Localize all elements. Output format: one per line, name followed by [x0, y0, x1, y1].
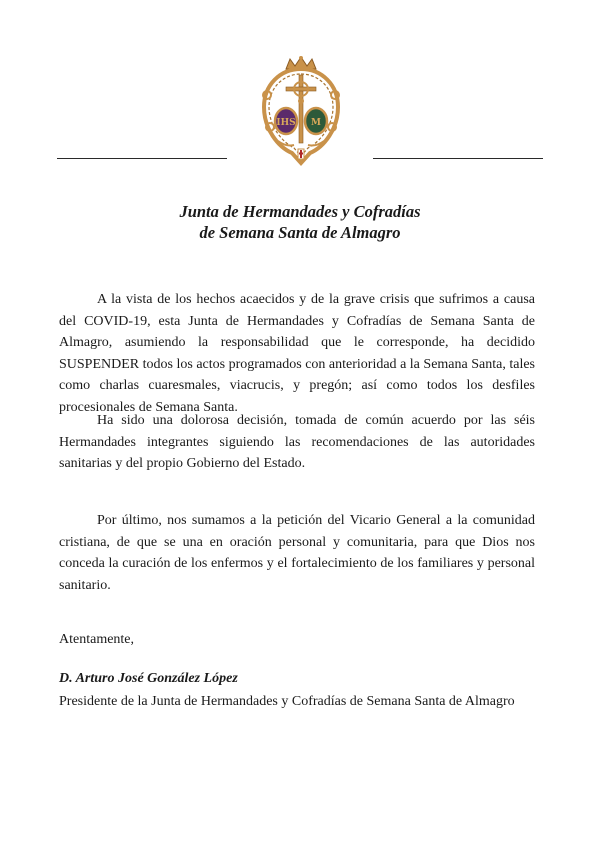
header-rule-left	[57, 158, 227, 159]
body-paragraph-1: A la vista de los hechos acaecidos y de la grave crisis que sufrimos a causa del COVID-19, esta Junta de Hermandades y Cofradías de Semana Santa de Almagro, asumiendo la responsabilidad que le corresponde, ha decidido SUSPENDER todos los actos programados con anterioridad a la Semana Santa, tales como charlas cuaresmales, viacrucis, y pregón; así como todos los desfiles procesionales de Semana Santa.	[59, 292, 535, 415]
document-title-line-1: Junta de Hermandades y Cofradías	[179, 202, 421, 221]
svg-text:M: M	[311, 118, 321, 128]
document-title-line-2: de Semana Santa de Almagro	[199, 223, 401, 242]
body-paragraph-2: Ha sido una dolorosa decisión, tomada de común acuerdo por las séis Hermandades integrantes siguiendo las recomendaciones de las autoridades sanitarias y del propio Gobierno del Estado.	[59, 413, 535, 472]
svg-text:IHS: IHS	[276, 118, 296, 128]
header-rule-right	[373, 158, 543, 159]
signer-title: Presidente de la Junta de Hermandades y Cofradías de Semana Santa de Almagro	[59, 694, 515, 709]
body-paragraph-3: Por último, nos sumamos a la petición del Vicario General a la comunidad cristiana, de que se una en oración personal y comunitaria, para que Dios nos conceda la curación de los enfermos y el fortalecimiento de los familiares y personal sanitario.	[59, 513, 535, 593]
closing-salutation: Atentamente,	[59, 632, 135, 647]
brotherhoods-crest-emblem-icon	[258, 55, 344, 170]
signer-name: D. Arturo José González López	[59, 671, 238, 686]
